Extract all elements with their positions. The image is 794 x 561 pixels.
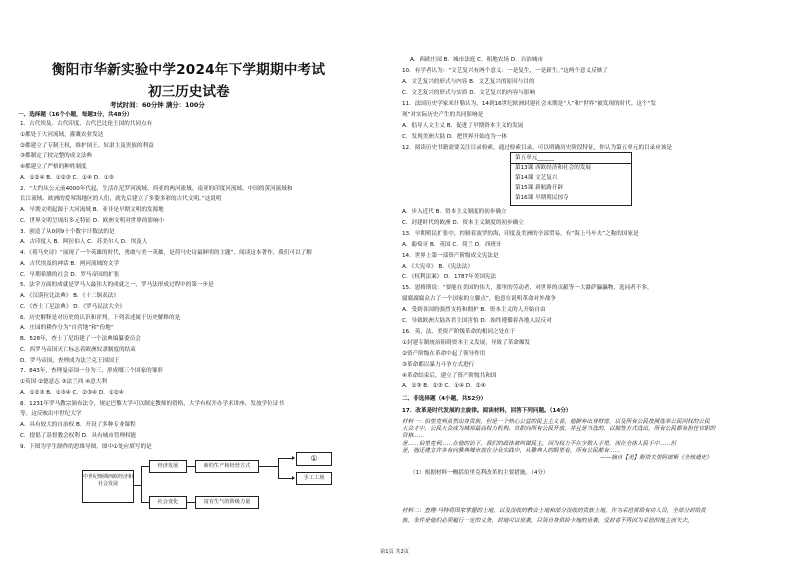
text-line: 8．1231年罗马教宗颁布法令，规定巴黎大学可以制定教师的资格，大学有权开办学术讲座、发放学位证书 — [20, 400, 284, 407]
mind-map-class-force: 富有生气的阶级力量 — [195, 496, 259, 509]
text-line: C．提倡了基督教会权利 D．具有城市管理权能 — [20, 432, 137, 439]
text-line: 是，他还建立许多有向雅典城市放在分众实践中，从雅典人的眼里看，所有公民都有…… — [402, 447, 621, 454]
wire — [141, 502, 149, 503]
page-footer: 第1页 共2页 — [380, 549, 409, 555]
text-line: ③革命都以暴力斗争方式进行 — [402, 361, 475, 368]
wire — [133, 485, 141, 486]
text-line: ②都建立了专制王权，维护国王、奴隶主及贵族的利益 — [20, 142, 154, 149]
text-line: C．《查士丁尼法典》 D．《罗马民法大全》 — [20, 303, 126, 310]
text-line: C．封建时代的欧洲 D．资本主义制度的初步确立 — [402, 219, 524, 226]
mind-map-workshop: 手工工场 — [296, 472, 332, 485]
text-line: A．受到各国的强烈支持和拥护 B．资本主义的人开始自由 — [402, 307, 546, 314]
q17-stem: 17．改革是时代发展的主旋律。阅读材料，回答下列问题。（14分） — [402, 408, 572, 414]
text-line: ④都建立了严格的种姓制度 — [20, 164, 87, 170]
text-line: 材料一：伯里克利虽然出身贵族，但是一个热心公益的民主主义者。他摒弃出身财富，以及所有公民按照选举公民同权的公民 — [402, 419, 710, 425]
text-line: 14．世界上第一部资产阶级成文宪法是 — [402, 252, 499, 259]
unit-box-item: 第15课 新航路开辟 — [515, 185, 564, 191]
text-line: 是……伯里克利……在他的治下，我们的政体被叫做民主，因为权力不在少数人手里，而在全体人民手中……但 — [402, 440, 677, 447]
mind-map-root-label: 中世纪晚期西欧经济和社会发展 — [83, 474, 134, 487]
unit-box-item: 第13课 西欧经济和社会的发展 — [515, 165, 592, 171]
text-line: 材料二：查理·马特将国家掌握的土地，以及没收的教会土地和部分没收的贵族土地，作为采邑赏给有功人员，全部分封给贵 — [402, 508, 706, 514]
text-line: A．①②④ B．①②③ C．①④ D．①③ — [20, 174, 114, 181]
text-line: ④革命结束后，建立了资产阶级共和国 — [402, 372, 497, 379]
material-one-source: ——摘自【美】斯塔夫里阿诺斯《全球通史》 — [600, 455, 712, 461]
text-line: B．528年，查士丁尼组建了一个法典编纂委员会 — [20, 336, 141, 342]
text-line: A．西欧庄园 B．城市法庭 C．租地农场 D．自治城市 — [410, 57, 544, 63]
text-line: ②资产阶级在革命中起了领导作用 — [402, 350, 486, 357]
unit-contents-box — [510, 152, 632, 206]
unit-box-item: 第14课 文艺复兴 — [515, 175, 558, 181]
arrow-head — [292, 476, 295, 480]
text-line: A．早期文明起源于大河流域 B．亚非是早期文明的发源地 — [20, 207, 164, 213]
text-line: A．《汉谟拉比法典》 B．《十二铜表法》 — [20, 293, 119, 299]
text-line: ③都制定了较完整的成文法典 — [20, 153, 93, 160]
text-line: 9．下图为学生制作的思维导图，图中①处应填写的是 — [20, 443, 152, 450]
wire — [186, 466, 195, 467]
wire — [141, 466, 149, 467]
text-line: 12．阅读历史书籍需要关注目录检索，通过检索目录，可以明确历史阶段特征，你认为第五单元的目录应该是 — [402, 145, 673, 151]
mind-map-root — [82, 470, 134, 503]
text-line: A．倡导人文主义 B．促进了早期资本主义的发展 — [402, 123, 524, 129]
text-line: 腐腐腐腐众占了一个国家的立脚点”，他意在说明革命对外战争 — [402, 296, 556, 303]
exam-meta: 考试时间：60分钟 满分：100分 — [110, 101, 205, 109]
text-line: A．步入近代 B．资本主义制度的初步确立 — [402, 209, 507, 215]
text-line: A．①②③ B．①③④ C．②③④ D．①②④ — [20, 389, 124, 396]
text-line: 长江流域、欧洲的爱琴海地区的人们，就先后建立了多姿多彩的古代文明。”这说明 — [20, 196, 222, 203]
text-line: 2．“大约从公元前4000年代起，生活在尼罗河流域、西亚的两河流域、南亚的印度河流域、中国的黄河流域和 — [20, 185, 293, 192]
wire — [141, 466, 142, 502]
text-line: 等。这反映出中世纪大学 — [20, 411, 82, 418]
text-line: A．①③ B．②③ C．①④ D．②④ — [402, 383, 486, 390]
text-line: C．发现美洲大陆 D．把世界开始连为一体 — [402, 134, 508, 140]
exam-subtitle: 初三历史试卷 — [148, 84, 230, 100]
text-line: 11．法国历史学家米什勒认为，14到16世纪欧洲封建社会末期是“人”和“世界”被发现的时代。这个“发 — [402, 101, 657, 107]
text-line: A．葡萄牙 B．英国 C．荷兰 D．西班牙 — [402, 241, 502, 248]
wire — [278, 458, 279, 478]
text-line: 3．创造了从0到9十个数字计数法的是 — [20, 228, 115, 235]
section-heading-choice: 一、选择题（16个小题，每题3分，共48分） — [18, 112, 133, 118]
text-line: 资格…… — [402, 433, 425, 440]
text-line: 6．历史解释是对历史的认识和评判。下列表述属于历史解释的是 — [20, 314, 181, 321]
text-line: ①都处于大河流域，灌溉农业发达 — [20, 131, 104, 138]
text-line: A．《大宪章》 B．《宪法法》 — [402, 263, 473, 270]
text-line: A．古印度人 B．阿拉伯人 C．苏美尔人 D．埃及人 — [20, 239, 148, 246]
text-line: 现”对实际历史产生的共同影响是 — [402, 112, 484, 118]
exam-title: 衡阳市华新实验中学2024年下学期期中考试 — [52, 62, 326, 78]
text-line: C．西罗马帝国灭亡标志着欧洲奴隶制度的结束 — [20, 346, 136, 353]
divider — [511, 163, 631, 164]
text-line: 16．英、法、美资产阶级革命的相同之处在于 — [402, 328, 516, 335]
text-line: 10．有学者认为：“文艺复兴有两个意义：一是复生，一是新生。”这两个意义反映了 — [402, 68, 608, 74]
text-line: A．古代埃及的神话 B．两河流域的文学 — [20, 260, 119, 267]
mind-map-production: 新的生产和经营方式 — [195, 460, 259, 473]
mind-map-society: 社会变化 — [149, 496, 187, 509]
mind-map-economy: 经济发展 — [149, 460, 187, 473]
text-line: C．导致欧洲大陆各君主国害怕 D．始终遵循着各地人民反对 — [402, 318, 552, 324]
text-line: 7．843年，查理曼帝国一分为三，形成哪三个国家的雏形 — [20, 368, 163, 375]
arrow-head — [292, 456, 295, 460]
text-line: C．早期希腊的社会 D．罗马帝国的扩张 — [20, 271, 120, 278]
text-line: 族，条件是他们必须履行一定的义务，封地可以世袭，只领自身供给卡地的世袭，受封者不再因为采邑的地主而失去， — [402, 517, 693, 524]
unit-box-item: 第16课 早期殖民掠夺 — [515, 195, 569, 201]
wire — [258, 466, 278, 467]
text-line: 13．早期殖民扩张中，控制着波罗的海，印度及美洲的全部贸易，有“海上马车夫”之称的国家是 — [402, 230, 639, 237]
text-line: A．庄园的耕作分为“自营地”和“份地” — [20, 325, 114, 332]
text-line: A．具有较大的自治权 B．开设了多种专业课程 — [20, 422, 136, 428]
text-line: C．世界文明呈现出多元特征 D．欧洲文明对世界的影响小 — [20, 217, 165, 224]
text-line: C．文艺复兴的形式与实质 D．文艺复兴的内容与影响 — [402, 90, 536, 96]
mind-map-blank: ① — [296, 452, 332, 466]
text-line: D．罗马帝国，查理成为法兰克王国国王 — [20, 357, 120, 364]
section-heading-essay: 二、非选择题（4小题，共52分） — [402, 396, 487, 402]
text-line: 4．《荷马史诗》“展现了一个英雄的时代，勇敢与美一英雄，是荷马史诗最鲜明的主题”。阅读这本著作，我们可以了解 — [20, 250, 312, 256]
text-line: C．《权利法案》 D．1787年美国宪法 — [402, 274, 497, 281]
text-line: 5．法学方面的成就是罗马人最伟大的成就之一，罗马法形成过程中的第一步是 — [20, 282, 214, 289]
text-line: 1．古代埃及、古代印度、古代巴比伦王国的共同点有 — [20, 121, 153, 127]
text-line: 15．恩格斯说：“要能在美国的伟大，那里的劳动者，对世界的贡献等一大瀑萨瀛瀛物，选同者不多， — [402, 285, 653, 292]
wire — [186, 502, 195, 503]
unit-box-title: 第五单元______ — [515, 155, 555, 161]
text-line: ①封建专制统治阻碍资本主义发展，导致了革命爆发 — [402, 339, 531, 346]
q17-subquestion-1: （1）根据材料一概括伯里克利改革的主要措施。（4分） — [410, 470, 549, 476]
text-line: ①英国 ②德意志 ③法兰西 ④意大利 — [20, 379, 107, 385]
text-line: 大会才中，公民大会成为城邦最高权力机构。官职向所有公民开放，并且是当选的，以抽签方式选出，所有公民都有担任官职的 — [402, 426, 716, 433]
text-line: A．文艺复兴的形式与内容 B．文艺复兴的原因与目的 — [402, 79, 535, 85]
